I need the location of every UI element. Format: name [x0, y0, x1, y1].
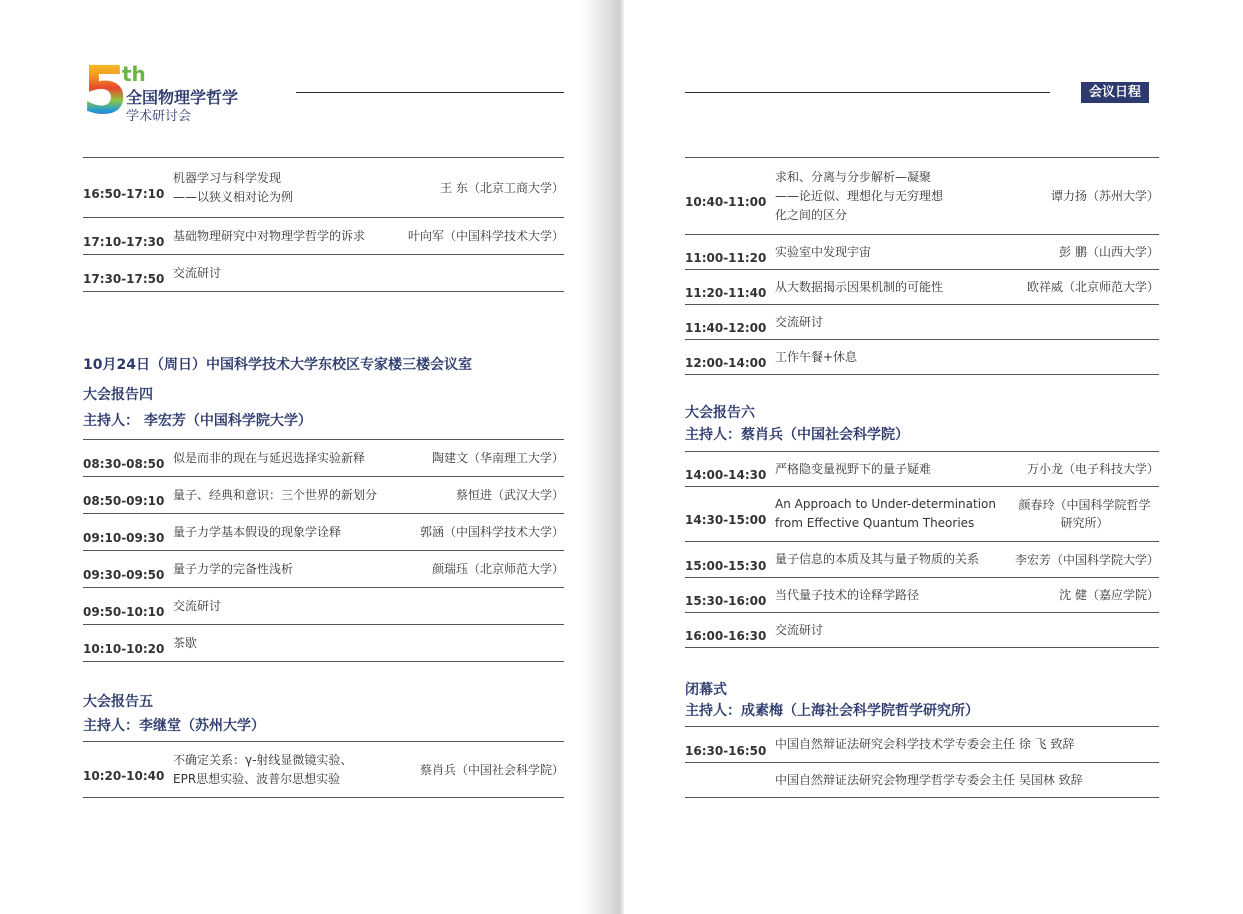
schedule-speaker: 王 东（北京工商大学）	[440, 180, 564, 195]
schedule-row	[685, 235, 1159, 270]
schedule-time: 09:30-09:50	[83, 568, 165, 582]
schedule-row	[83, 625, 564, 662]
schedule-speaker	[1155, 763, 1159, 798]
schedule-time	[685, 763, 775, 798]
section-title: 闭幕式	[685, 682, 727, 698]
schedule-time: 16:30-16:50	[685, 743, 767, 758]
schedule-speaker	[403, 255, 564, 292]
schedule-row	[83, 440, 564, 477]
schedule-speaker: 陶建文（华南理工大学）	[431, 451, 564, 465]
schedule-time: 14:00-14:30	[685, 468, 767, 482]
schedule-time: 14:30-15:00	[685, 513, 767, 527]
schedule-row	[685, 452, 1159, 487]
schedule-speaker: 李宏芳（中国科学院大学）	[1014, 552, 1159, 567]
logo-number: 5	[82, 52, 128, 129]
schedule-topic: 量子力学基本假设的现象学诠释	[173, 524, 342, 539]
logo-title: 全国物理学哲学	[126, 88, 239, 107]
schedule-table	[83, 439, 564, 662]
schedule-row	[685, 158, 1159, 235]
schedule-row	[685, 727, 1159, 763]
conference-logo	[82, 52, 282, 130]
right-page	[624, 0, 1243, 914]
schedule-speaker	[413, 588, 564, 625]
schedule-time: 15:00-15:30	[685, 558, 767, 573]
schedule-time: 10:40-11:00	[685, 195, 767, 209]
schedule-topic: 茶歇	[173, 635, 198, 650]
schedule-topic: 求和、分离与分步解析—凝聚 ——论近似、理想化与无穷理想 化之间的区分	[775, 169, 944, 222]
book-spine-shadow	[580, 0, 624, 914]
schedule-time: 09:50-10:10	[83, 605, 165, 619]
schedule-time: 11:40-12:00	[685, 321, 767, 335]
schedule-time: 16:00-16:30	[685, 629, 767, 643]
schedule-speaker: 沈 健（嘉应学院）	[1059, 588, 1159, 602]
schedule-row	[83, 477, 564, 514]
schedule-topic: 量子力学的完备性浅析	[173, 561, 294, 576]
schedule-row	[83, 514, 564, 551]
schedule-table	[83, 157, 564, 292]
day-heading: 10月24日（周日）中国科学技术大学东校区专家楼三楼会议室	[83, 357, 472, 373]
schedule-topic: 交流研讨	[173, 265, 222, 280]
section-chair: 主持人：李继堂（苏州大学）	[83, 718, 265, 734]
schedule-topic: 中国自然辩证法研究会物理学哲学专委会主任 吴国林 致辞	[775, 772, 1083, 787]
schedule-time: 17:10-17:30	[83, 235, 165, 249]
schedule-topic: 从大数据揭示因果机制的可能性	[775, 279, 944, 294]
schedule-topic: 基础物理研究中对物理学哲学的诉求	[173, 228, 366, 243]
schedule-topic: 量子、经典和意识：三个世界的新划分	[173, 487, 378, 502]
schedule-time: 08:30-08:50	[83, 457, 165, 471]
schedule-topic: 量子信息的本质及其与量子物质的关系	[775, 552, 980, 566]
schedule-table	[685, 726, 1159, 798]
schedule-table	[685, 451, 1159, 648]
schedule-time: 09:10-09:30	[83, 531, 165, 545]
schedule-topic: 交流研讨	[173, 598, 222, 613]
schedule-row	[685, 305, 1159, 340]
schedule-row	[83, 742, 564, 798]
schedule-table	[685, 157, 1159, 375]
schedule-topic: 实验室中发现宇宙	[775, 244, 872, 259]
schedule-time: 12:00-14:00	[685, 356, 767, 370]
section-title: 大会报告四	[83, 387, 153, 403]
schedule-time: 11:00-11:20	[685, 251, 767, 265]
header-rule	[685, 92, 1050, 93]
schedule-row	[685, 270, 1159, 305]
schedule-speaker	[413, 625, 564, 662]
schedule-time: 10:10-10:20	[83, 642, 165, 656]
schedule-speaker: 颜瑞珏（北京师范大学）	[431, 562, 564, 576]
schedule-speaker: 叶向军（中国科学技术大学）	[407, 229, 564, 243]
schedule-speaker: 谭力扬（苏州大学）	[1050, 189, 1159, 203]
schedule-time: 17:30-17:50	[83, 272, 165, 286]
schedule-speaker: 蔡恒进（武汉大学）	[455, 488, 564, 502]
schedule-speaker: 彭 鹏（山西大学）	[1059, 245, 1159, 259]
schedule-speaker	[965, 340, 1159, 375]
schedule-row	[83, 218, 564, 255]
schedule-topic: 交流研讨	[775, 622, 824, 637]
section-title: 大会报告六	[685, 405, 755, 421]
schedule-speaker: 万小龙（电子科技大学）	[1026, 462, 1159, 476]
schedule-time: 10:20-10:40	[83, 768, 165, 783]
schedule-topic: 交流研讨	[775, 314, 824, 329]
schedule-topic: 当代量子技术的诠释学路径	[775, 587, 920, 602]
schedule-row	[685, 487, 1159, 542]
schedule-speaker: 郭涵（中国科学技术大学）	[419, 525, 564, 539]
schedule-row	[83, 551, 564, 588]
schedule-speaker: 欧祥威（北京师范大学）	[1026, 280, 1159, 294]
schedule-topic: An Approach to Under-determination from Effective Quantum Theories	[775, 497, 996, 530]
schedule-row	[685, 542, 1159, 578]
schedule-speaker: 蔡肖兵（中国社会科学院）	[419, 762, 564, 777]
section-title: 大会报告五	[83, 694, 153, 710]
schedule-topic: 机器学习与科学发现 ——以狭义相对论为例	[173, 170, 294, 204]
schedule-speaker	[1155, 727, 1159, 763]
schedule-row	[685, 340, 1159, 375]
schedule-time: 16:50-17:10	[83, 186, 165, 201]
header-rule	[296, 92, 564, 93]
schedule-row	[685, 578, 1159, 613]
schedule-row	[83, 158, 564, 218]
schedule-time: 08:50-09:10	[83, 494, 165, 508]
left-page	[0, 0, 580, 914]
section-chair: 主持人：成素梅（上海社会科学院哲学研究所）	[685, 703, 979, 719]
schedule-row	[83, 255, 564, 292]
schedule-row	[685, 763, 1159, 798]
schedule-time: 11:20-11:40	[685, 286, 767, 300]
section-chair: 主持人： 李宏芳（中国科学院大学）	[83, 413, 312, 429]
schedule-speaker: 颜春玲（中国科学院哲学 研究所）	[1018, 498, 1151, 530]
schedule-topic: 似是而非的现在与延迟选择实验新释	[173, 450, 366, 465]
schedule-tag: 会议日程	[1081, 82, 1149, 103]
schedule-topic: 工作午餐+休息	[775, 349, 858, 364]
schedule-speaker	[965, 305, 1159, 340]
schedule-speaker	[1010, 613, 1159, 648]
logo-subtitle: 学术研讨会	[126, 109, 192, 124]
schedule-row	[83, 588, 564, 625]
schedule-topic: 严格隐变量视野下的量子疑难	[775, 461, 932, 476]
section-chair: 主持人：蔡肖兵（中国社会科学院）	[685, 427, 909, 443]
logo-suffix: th	[122, 62, 146, 86]
schedule-time: 15:30-16:00	[685, 594, 767, 608]
schedule-table	[83, 741, 564, 798]
schedule-topic: 不确定关系：γ-射线显微镜实验、 EPR思想实验、波普尔思想实验	[173, 752, 353, 786]
schedule-row	[685, 613, 1159, 648]
schedule-topic: 中国自然辩证法研究会科学技术学专委会主任 徐 飞 致辞	[775, 737, 1075, 751]
